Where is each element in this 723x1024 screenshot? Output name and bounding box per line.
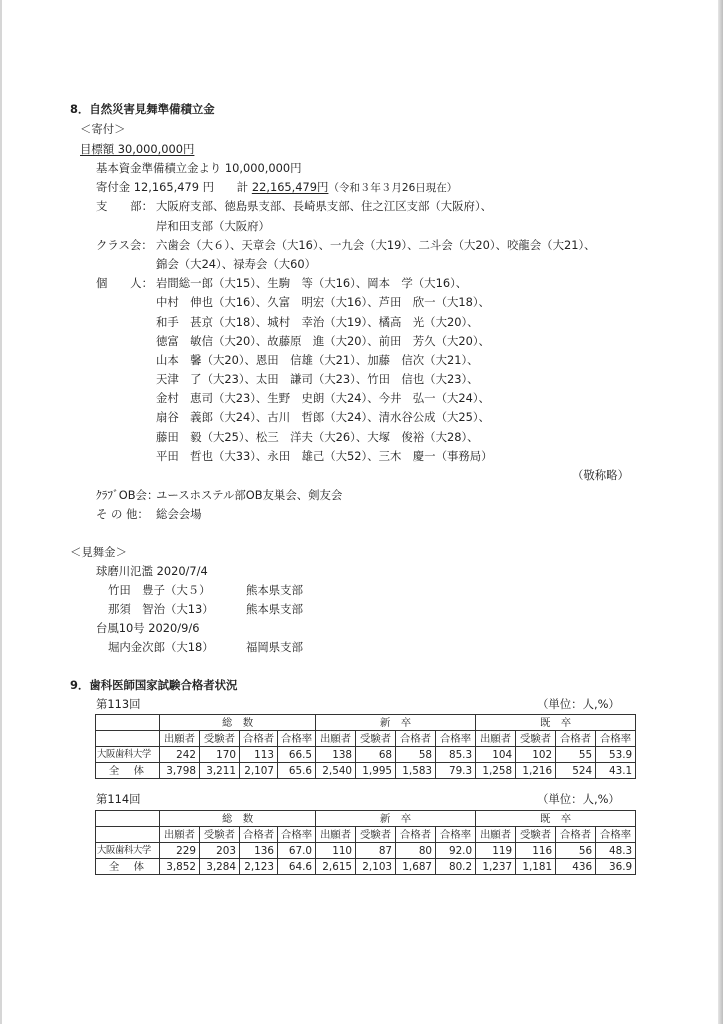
col-header: 出願者 (160, 731, 200, 747)
others-text: 総会会場 (156, 507, 202, 521)
donation-date: （令和３年３月26日現在） (328, 182, 458, 194)
col-header: 合格率 (436, 827, 476, 843)
corner-cell (96, 731, 160, 747)
exam-114-caption: 第114回 (96, 792, 141, 806)
cell: 56 (556, 843, 596, 859)
cell: 1,583 (396, 763, 436, 779)
col-header: 合格者 (556, 731, 596, 747)
honorific-note: （敬称略） (572, 468, 629, 482)
cell: 2,107 (240, 763, 278, 779)
cell: 2,540 (316, 763, 356, 779)
col-header: 合格者 (240, 827, 278, 843)
col-header: 合格率 (278, 827, 316, 843)
cell: 79.3 (436, 763, 476, 779)
cell: 3,284 (200, 859, 240, 875)
cell: 3,852 (160, 859, 200, 875)
individuals-line-3: 和手 甚京（大18）、城村 幸治（大19）、橘高 光（大20）、 (156, 315, 479, 329)
row-label: 大阪歯科大学 (96, 747, 160, 763)
cell: 436 (556, 859, 596, 875)
branches-line-1: 大阪府支部、徳島県支部、長崎県支部、住之江区支部（大阪府）、 (156, 199, 493, 213)
individuals-line-6: 天津 了（大23）、太田 謙司（大23）、竹田 信也（大23）、 (156, 372, 479, 386)
column-header-row (96, 731, 636, 747)
cell: 1,258 (476, 763, 516, 779)
mimai-recipient-name: 堀内金次郎（大18） (108, 640, 214, 654)
cell: 113 (240, 747, 278, 763)
cell: 1,687 (396, 859, 436, 875)
section9-title: 9．歯科医師国家試験合格者状況 (70, 678, 238, 692)
col-header: 受験者 (356, 731, 396, 747)
cell: 80 (396, 843, 436, 859)
mimai-recipient-branch: 熊本県支部 (246, 602, 303, 616)
cell: 524 (556, 763, 596, 779)
exam-113-table (95, 714, 636, 779)
individuals-line-4: 徳富 敏信（大20）、故藤原 進（大20）、前田 芳久（大20）、 (156, 334, 490, 348)
table-row (96, 747, 636, 763)
cell: 87 (356, 843, 396, 859)
mimai-event-1: 球磨川氾濫 2020/7/4 (96, 564, 208, 578)
group-header-total: 総 数 (160, 811, 316, 827)
mimai-recipient-branch: 福岡県支部 (246, 640, 303, 654)
col-header: 受験者 (200, 731, 240, 747)
club-ob-label: ｸﾗﾌﾞOB会： (96, 488, 159, 502)
cell: 92.0 (436, 843, 476, 859)
cell: 2,103 (356, 859, 396, 875)
cell: 102 (516, 747, 556, 763)
column-header-row (96, 827, 636, 843)
group-header-row (96, 811, 636, 827)
individuals-label: 個 人： (96, 276, 153, 290)
donation-total: 22,165,479円 (251, 180, 329, 194)
group-header-new: 新 卒 (316, 715, 476, 731)
table-row (96, 763, 636, 779)
group-header-total: 総 数 (160, 715, 316, 731)
club-ob-text: ユースホステル部OB友巣会、剣友会 (156, 488, 343, 502)
col-header: 受験者 (356, 827, 396, 843)
cell: 55 (556, 747, 596, 763)
fund-transfer: 基本資金準備積立金より 10,000,000円 (96, 161, 302, 175)
cell: 242 (160, 747, 200, 763)
class-groups-line-1: 六歯会（大６）、天章会（大16）、一九会（大19）、二斗会（大20）、咬龍会（大21）、 (156, 238, 596, 252)
col-header: 合格者 (556, 827, 596, 843)
cell: 2,615 (316, 859, 356, 875)
mimai-recipient-name: 竹田 豊子（大５） (108, 583, 211, 597)
corner-cell (96, 715, 160, 731)
individuals-line-1: 岩間総一郎（大15）、生駒 等（大16）、岡本 学（大16）、 (156, 276, 468, 290)
target-amount: 目標額 30,000,000円 (80, 142, 195, 156)
col-header: 出願者 (476, 827, 516, 843)
individuals-line-10: 平田 哲也（大33）、永田 雄己（大52）、三木 慶一（事務局） (156, 449, 493, 463)
class-groups-line-2: 錦会（大24）、禄寿会（大60） (156, 257, 316, 271)
cell: 1,237 (476, 859, 516, 875)
col-header: 合格者 (396, 827, 436, 843)
cell: 1,181 (516, 859, 556, 875)
mimai-recipient-branch: 熊本県支部 (246, 583, 303, 597)
cell: 110 (316, 843, 356, 859)
cell: 66.5 (278, 747, 316, 763)
individuals-line-8: 扇谷 義郎（大24）、古川 哲郎（大24）、清水谷公成（大25）、 (156, 410, 490, 424)
cell: 65.6 (278, 763, 316, 779)
exam-114-table (95, 810, 636, 875)
cell: 1,216 (516, 763, 556, 779)
cell: 48.3 (596, 843, 636, 859)
col-header: 出願者 (160, 827, 200, 843)
cell: 3,211 (200, 763, 240, 779)
individuals-line-9: 藤田 毅（大25）、松三 洋夫（大26）、大塚 俊裕（大28）、 (156, 430, 479, 444)
individuals-line-2: 中村 伸也（大16）、久富 明宏（大16）、芦田 欣一（大18）、 (156, 295, 490, 309)
donation-prefix: 寄付金 12,165,479 円 計 (96, 180, 252, 194)
corner-cell (96, 811, 160, 827)
individuals-line-5: 山本 馨（大20）、恩田 信雄（大21）、加藤 信次（大21）、 (156, 353, 479, 367)
branches-line-2: 岸和田支部（大阪府） (156, 219, 270, 233)
cell: 58 (396, 747, 436, 763)
cell: 85.3 (436, 747, 476, 763)
cell: 80.2 (436, 859, 476, 875)
page-right-edge (718, 0, 723, 1024)
row-label: 全 体 (96, 859, 160, 875)
col-header: 合格率 (596, 827, 636, 843)
col-header: 合格率 (436, 731, 476, 747)
group-header-row (96, 715, 636, 731)
others-label: そ の 他： (96, 507, 149, 521)
unit-label: （単位：人,%） (537, 697, 620, 711)
col-header: 受験者 (516, 827, 556, 843)
cell: 104 (476, 747, 516, 763)
class-groups-label: クラス会： (96, 238, 153, 252)
cell: 119 (476, 843, 516, 859)
cell: 138 (316, 747, 356, 763)
corner-cell (96, 827, 160, 843)
row-label: 全 体 (96, 763, 160, 779)
col-header: 出願者 (476, 731, 516, 747)
cell: 229 (160, 843, 200, 859)
table-row (96, 843, 636, 859)
cell: 53.9 (596, 747, 636, 763)
unit-label: （単位：人,%） (537, 792, 620, 806)
col-header: 出願者 (316, 827, 356, 843)
cell: 2,123 (240, 859, 278, 875)
col-header: 受験者 (516, 731, 556, 747)
cell: 136 (240, 843, 278, 859)
cell: 43.1 (596, 763, 636, 779)
group-header-previous: 既 卒 (476, 811, 636, 827)
section8-title: 8．自然災害見舞準備積立金 (70, 102, 215, 116)
cell: 116 (516, 843, 556, 859)
individuals-line-7: 金村 恵司（大23）、生野 史朗（大24）、今井 弘一（大24）、 (156, 391, 490, 405)
group-header-previous: 既 卒 (476, 715, 636, 731)
col-header: 合格者 (396, 731, 436, 747)
col-header: 合格者 (240, 731, 278, 747)
cell: 203 (200, 843, 240, 859)
col-header: 出願者 (316, 731, 356, 747)
row-label: 大阪歯科大学 (96, 843, 160, 859)
col-header: 受験者 (200, 827, 240, 843)
col-header: 合格率 (596, 731, 636, 747)
cell: 170 (200, 747, 240, 763)
col-header: 合格率 (278, 731, 316, 747)
mimai-event-2: 台風10号 2020/9/6 (96, 621, 200, 635)
cell: 36.9 (596, 859, 636, 875)
group-header-new: 新 卒 (316, 811, 476, 827)
cell: 68 (356, 747, 396, 763)
kifu-label: ＜寄付＞ (80, 122, 126, 136)
table-row (96, 859, 636, 875)
page-left-edge (0, 0, 2, 1024)
mimai-recipient-name: 那須 智治（大13） (108, 602, 214, 616)
donation-line (96, 179, 457, 196)
exam-113-caption: 第113回 (96, 697, 141, 711)
cell: 67.0 (278, 843, 316, 859)
cell: 3,798 (160, 763, 200, 779)
branches-label: 支 部： (96, 199, 153, 213)
cell: 64.6 (278, 859, 316, 875)
mimai-label: ＜見舞金＞ (70, 545, 127, 559)
cell: 1,995 (356, 763, 396, 779)
